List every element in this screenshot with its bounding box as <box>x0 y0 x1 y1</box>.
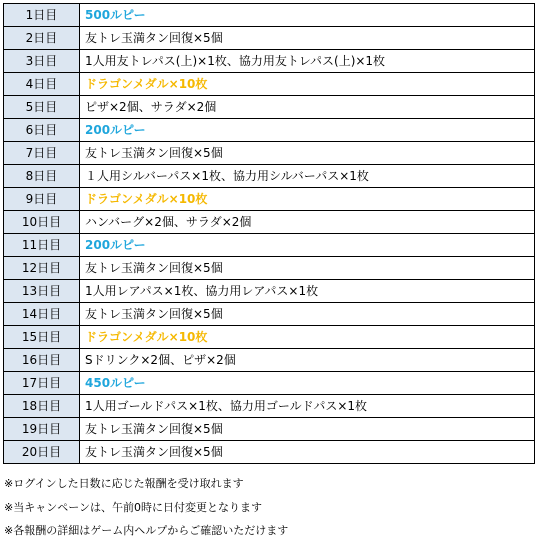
reward-cell: 友トレ玉満タン回復×5個 <box>80 27 535 50</box>
table-row <box>4 27 535 50</box>
day-cell: 14日目 <box>4 303 80 326</box>
table-row <box>4 234 535 257</box>
table-row <box>4 280 535 303</box>
day-cell: 8日目 <box>4 165 80 188</box>
login-reward-table-body <box>4 4 535 464</box>
day-cell: 1日目 <box>4 4 80 27</box>
day-cell: 17日目 <box>4 372 80 395</box>
day-cell: 5日目 <box>4 96 80 119</box>
table-row <box>4 395 535 418</box>
reward-cell: 1人用友トレパス(上)×1枚、協力用友トレパス(上)×1枚 <box>80 50 535 73</box>
table-row <box>4 188 535 211</box>
table-row <box>4 50 535 73</box>
day-cell: 7日目 <box>4 142 80 165</box>
day-cell: 4日目 <box>4 73 80 96</box>
table-row <box>4 73 535 96</box>
table-row <box>4 119 535 142</box>
day-cell: 20日目 <box>4 441 80 464</box>
reward-cell: Sドリンク×2個、ピザ×2個 <box>80 349 535 372</box>
day-cell: 15日目 <box>4 326 80 349</box>
table-row <box>4 326 535 349</box>
day-cell: 9日目 <box>4 188 80 211</box>
reward-cell: 450ルピー <box>80 372 535 395</box>
reward-cell: 友トレ玉満タン回復×5個 <box>80 142 535 165</box>
day-cell: 13日目 <box>4 280 80 303</box>
table-row <box>4 257 535 280</box>
day-cell: 3日目 <box>4 50 80 73</box>
reward-cell: 1人用ゴールドパス×1枚、協力用ゴールドパス×1枚 <box>80 395 535 418</box>
table-row <box>4 142 535 165</box>
reward-cell: ピザ×2個、サラダ×2個 <box>80 96 535 119</box>
day-cell: 12日目 <box>4 257 80 280</box>
reward-cell: ハンバーグ×2個、サラダ×2個 <box>80 211 535 234</box>
day-cell: 2日目 <box>4 27 80 50</box>
day-cell: 10日目 <box>4 211 80 234</box>
table-row <box>4 349 535 372</box>
table-row <box>4 418 535 441</box>
reward-cell: 友トレ玉満タン回復×5個 <box>80 418 535 441</box>
day-cell: 19日目 <box>4 418 80 441</box>
reward-cell: １人用シルバーパス×1枚、協力用シルバーパス×1枚 <box>80 165 535 188</box>
day-cell: 6日目 <box>4 119 80 142</box>
table-row <box>4 441 535 464</box>
table-row <box>4 165 535 188</box>
notes-section <box>4 472 288 543</box>
reward-cell: 友トレ玉満タン回復×5個 <box>80 257 535 280</box>
reward-cell: ドラゴンメダル×10枚 <box>80 73 535 96</box>
reward-cell: 友トレ玉満タン回復×5個 <box>80 303 535 326</box>
table-row <box>4 372 535 395</box>
reward-cell: 500ルピー <box>80 4 535 27</box>
day-cell: 18日目 <box>4 395 80 418</box>
table-row <box>4 211 535 234</box>
table-row <box>4 4 535 27</box>
reward-cell: 友トレ玉満タン回復×5個 <box>80 441 535 464</box>
day-cell: 16日目 <box>4 349 80 372</box>
day-cell: 11日目 <box>4 234 80 257</box>
login-reward-table <box>3 3 535 464</box>
reward-cell: 1人用レアパス×1枚、協力用レアパス×1枚 <box>80 280 535 303</box>
reward-cell: 200ルピー <box>80 234 535 257</box>
table-row <box>4 96 535 119</box>
reward-cell: ドラゴンメダル×10枚 <box>80 326 535 349</box>
note-line: ※当キャンペーンは、午前0時に日付変更となります <box>4 500 262 514</box>
note-line: ※ログインした日数に応じた報酬を受け取れます <box>4 477 244 490</box>
reward-cell: ドラゴンメダル×10枚 <box>80 188 535 211</box>
table-row <box>4 303 535 326</box>
note-line: ※各報酬の詳細はゲーム内ヘルプからご確認いただけます <box>4 524 289 537</box>
reward-cell: 200ルピー <box>80 119 535 142</box>
